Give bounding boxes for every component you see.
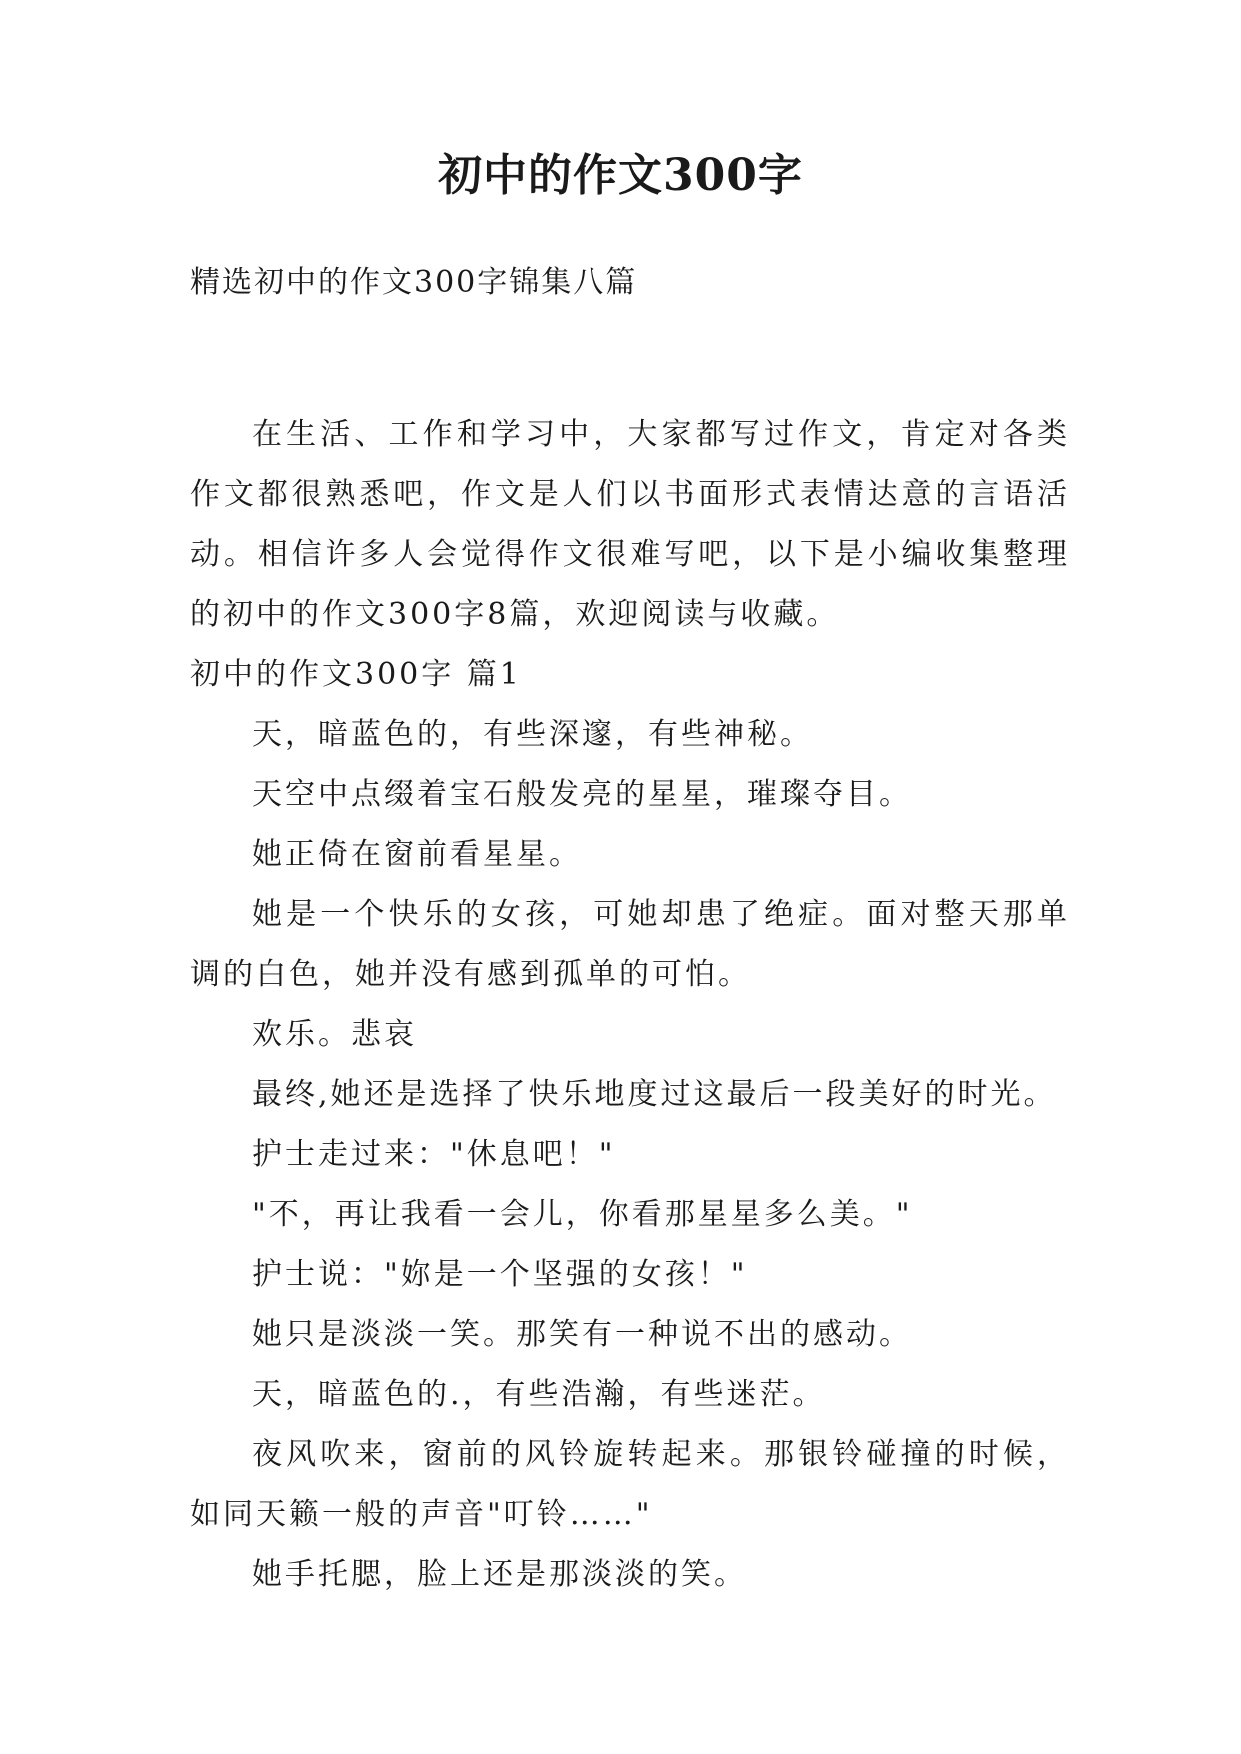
story-paragraph: 天，暗蓝色的，有些深邃，有些神秘。 xyxy=(252,717,813,752)
story-paragraph: 欢乐。悲哀 xyxy=(252,1017,417,1052)
document-title: 初中的作文300字 xyxy=(438,150,803,201)
story-paragraph: 天空中点缀着宝石般发亮的星星，璀璨夺目。 xyxy=(252,777,912,812)
story-paragraph: 她只是淡淡一笑。那笑有一种说不出的感动。 xyxy=(252,1317,912,1352)
story-paragraph: 护士说："妳是一个坚强的女孩！" xyxy=(252,1257,748,1292)
story-paragraph: "不，再让我看一会儿，你看那星星多么美。" xyxy=(252,1197,913,1232)
story-paragraph: 她正倚在窗前看星星。 xyxy=(252,837,582,872)
story-paragraph: 护士走过来："休息吧！" xyxy=(252,1137,616,1172)
intro-paragraph: 在生活、工作和学习中，大家都写过作文，肯定对各类作文都很熟悉吧，作文是人们以书面形式表情达意的言语活动。相信许多人会觉得作文很难写吧，以下是小编收集整理的初中的作文300字8篇，欢迎阅读与收藏。 xyxy=(190,417,1070,632)
document-subtitle: 精选初中的作文300字锦集八篇 xyxy=(190,265,638,300)
story-paragraph: 她是一个快乐的女孩，可她却患了绝症。面对整天那单调的白色，她并没有感到孤单的可怕。 xyxy=(190,897,1070,992)
story-paragraph: 最终,她还是选择了快乐地度过这最后一段美好的时光。 xyxy=(252,1077,1057,1112)
document-body xyxy=(190,405,1070,1605)
story-paragraph: 她手托腮，脸上还是那淡淡的笑。 xyxy=(252,1557,747,1592)
story-paragraph: 天，暗蓝色的.，有些浩瀚，有些迷茫。 xyxy=(252,1377,826,1412)
section-heading: 初中的作文300字 篇1 xyxy=(190,657,522,692)
story-paragraph: 夜风吹来，窗前的风铃旋转起来。那银铃碰撞的时候，如同天籁一般的声音"叮铃……" xyxy=(190,1437,1070,1532)
